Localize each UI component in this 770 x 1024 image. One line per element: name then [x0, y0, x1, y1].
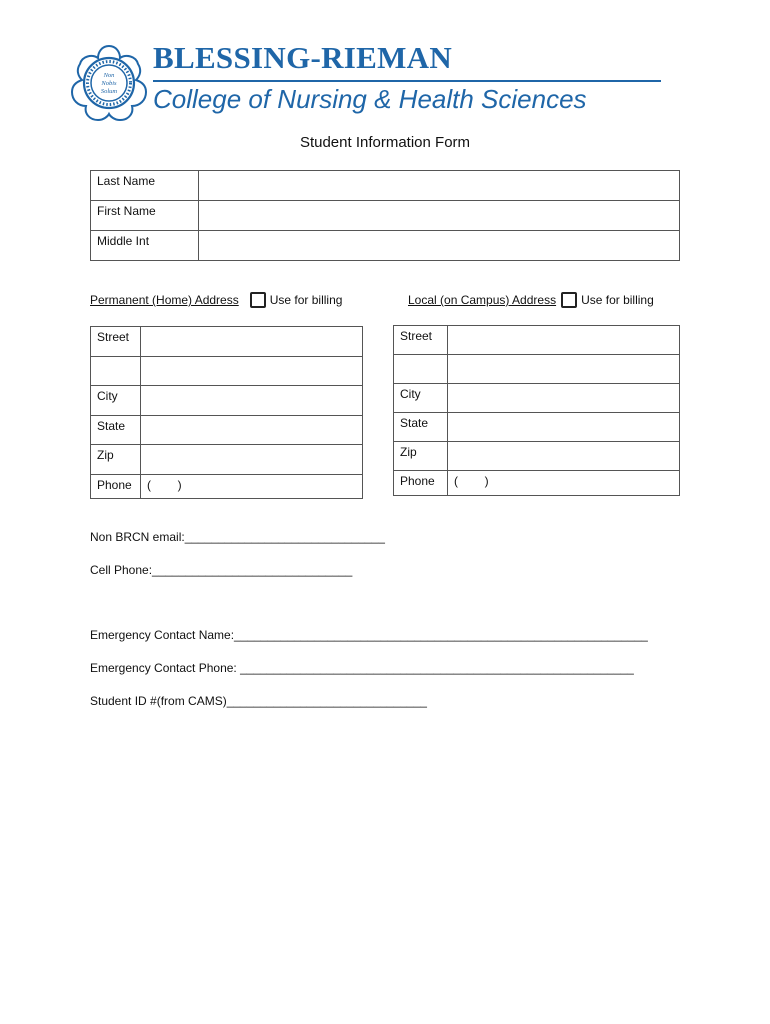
table-row — [91, 327, 363, 357]
table-row — [91, 356, 363, 386]
local-street-field[interactable] — [448, 326, 680, 355]
permanent-billing-label: Use for billing — [269, 293, 343, 307]
perm-street-label: Street — [91, 327, 141, 357]
college-seal-logo — [70, 44, 148, 122]
table-row — [91, 415, 363, 445]
local-phone-field[interactable]: ( ) — [448, 471, 680, 496]
perm-zip-field[interactable] — [141, 445, 363, 475]
local-billing-label: Use for billing — [581, 293, 654, 307]
permanent-billing-checkbox[interactable] — [250, 292, 266, 308]
local-street-label: Street — [394, 326, 448, 355]
table-row — [394, 384, 680, 413]
seal-text-2: Nobis — [101, 80, 117, 87]
table-row — [91, 171, 680, 201]
perm-state-label: State — [91, 415, 141, 445]
table-row — [394, 413, 680, 442]
local-address-table — [393, 325, 680, 496]
local-phone-label: Phone — [394, 471, 448, 496]
table-row — [91, 231, 680, 261]
first-name-label: First Name — [91, 201, 199, 231]
student-id-field[interactable]: Student ID #(from CAMS)______________________________ — [90, 694, 427, 708]
permanent-address-heading-row — [90, 292, 342, 308]
local-state-field[interactable] — [448, 413, 680, 442]
perm-city-label: City — [91, 386, 141, 416]
emergency-contact-name-field[interactable]: Emergency Contact Name:______________________________________________________________ — [90, 628, 648, 642]
table-row — [394, 355, 680, 384]
last-name-field[interactable] — [199, 171, 680, 201]
seal-text-1: Non — [103, 72, 115, 79]
cell-phone-field[interactable]: Cell Phone:______________________________ — [90, 563, 353, 577]
perm-street2-label — [91, 356, 141, 386]
local-address-heading-row — [408, 292, 654, 308]
local-billing-checkbox[interactable] — [561, 292, 577, 308]
table-row — [394, 326, 680, 355]
permanent-address-heading: Permanent (Home) Address — [90, 293, 239, 307]
table-row — [91, 386, 363, 416]
local-zip-field[interactable] — [448, 442, 680, 471]
table-row — [394, 442, 680, 471]
table-row — [91, 201, 680, 231]
table-row — [91, 445, 363, 475]
emergency-contact-phone-field[interactable]: Emergency Contact Phone: ___________________________________________________________ — [90, 661, 634, 675]
perm-phone-field[interactable]: ( ) — [141, 474, 363, 498]
local-state-label: State — [394, 413, 448, 442]
first-name-field[interactable] — [199, 201, 680, 231]
local-street2-field[interactable] — [448, 355, 680, 384]
middle-initial-label: Middle Int — [91, 231, 199, 261]
perm-state-field[interactable] — [141, 415, 363, 445]
perm-city-field[interactable] — [141, 386, 363, 416]
perm-street2-field[interactable] — [141, 356, 363, 386]
seal-text-3: Solum — [100, 88, 118, 95]
local-address-heading: Local (on Campus) Address — [408, 293, 557, 307]
perm-zip-label: Zip — [91, 445, 141, 475]
local-zip-label: Zip — [394, 442, 448, 471]
table-row — [394, 471, 680, 496]
perm-street-field[interactable] — [141, 327, 363, 357]
name-table — [90, 170, 680, 261]
brand-subtitle: College of Nursing & Health Sciences — [153, 84, 587, 114]
non-brcn-email-field[interactable]: Non BRCN email:______________________________ — [90, 530, 385, 544]
form-title: Student Information Form — [299, 134, 471, 151]
brand-title: BLESSING-RIEMAN — [153, 40, 453, 75]
last-name-label: Last Name — [91, 171, 199, 201]
table-row — [91, 474, 363, 498]
brand-divider — [153, 80, 661, 82]
local-street2-label — [394, 355, 448, 384]
permanent-address-table — [90, 326, 363, 499]
middle-initial-field[interactable] — [199, 231, 680, 261]
local-city-label: City — [394, 384, 448, 413]
perm-phone-label: Phone — [91, 474, 141, 498]
local-city-field[interactable] — [448, 384, 680, 413]
